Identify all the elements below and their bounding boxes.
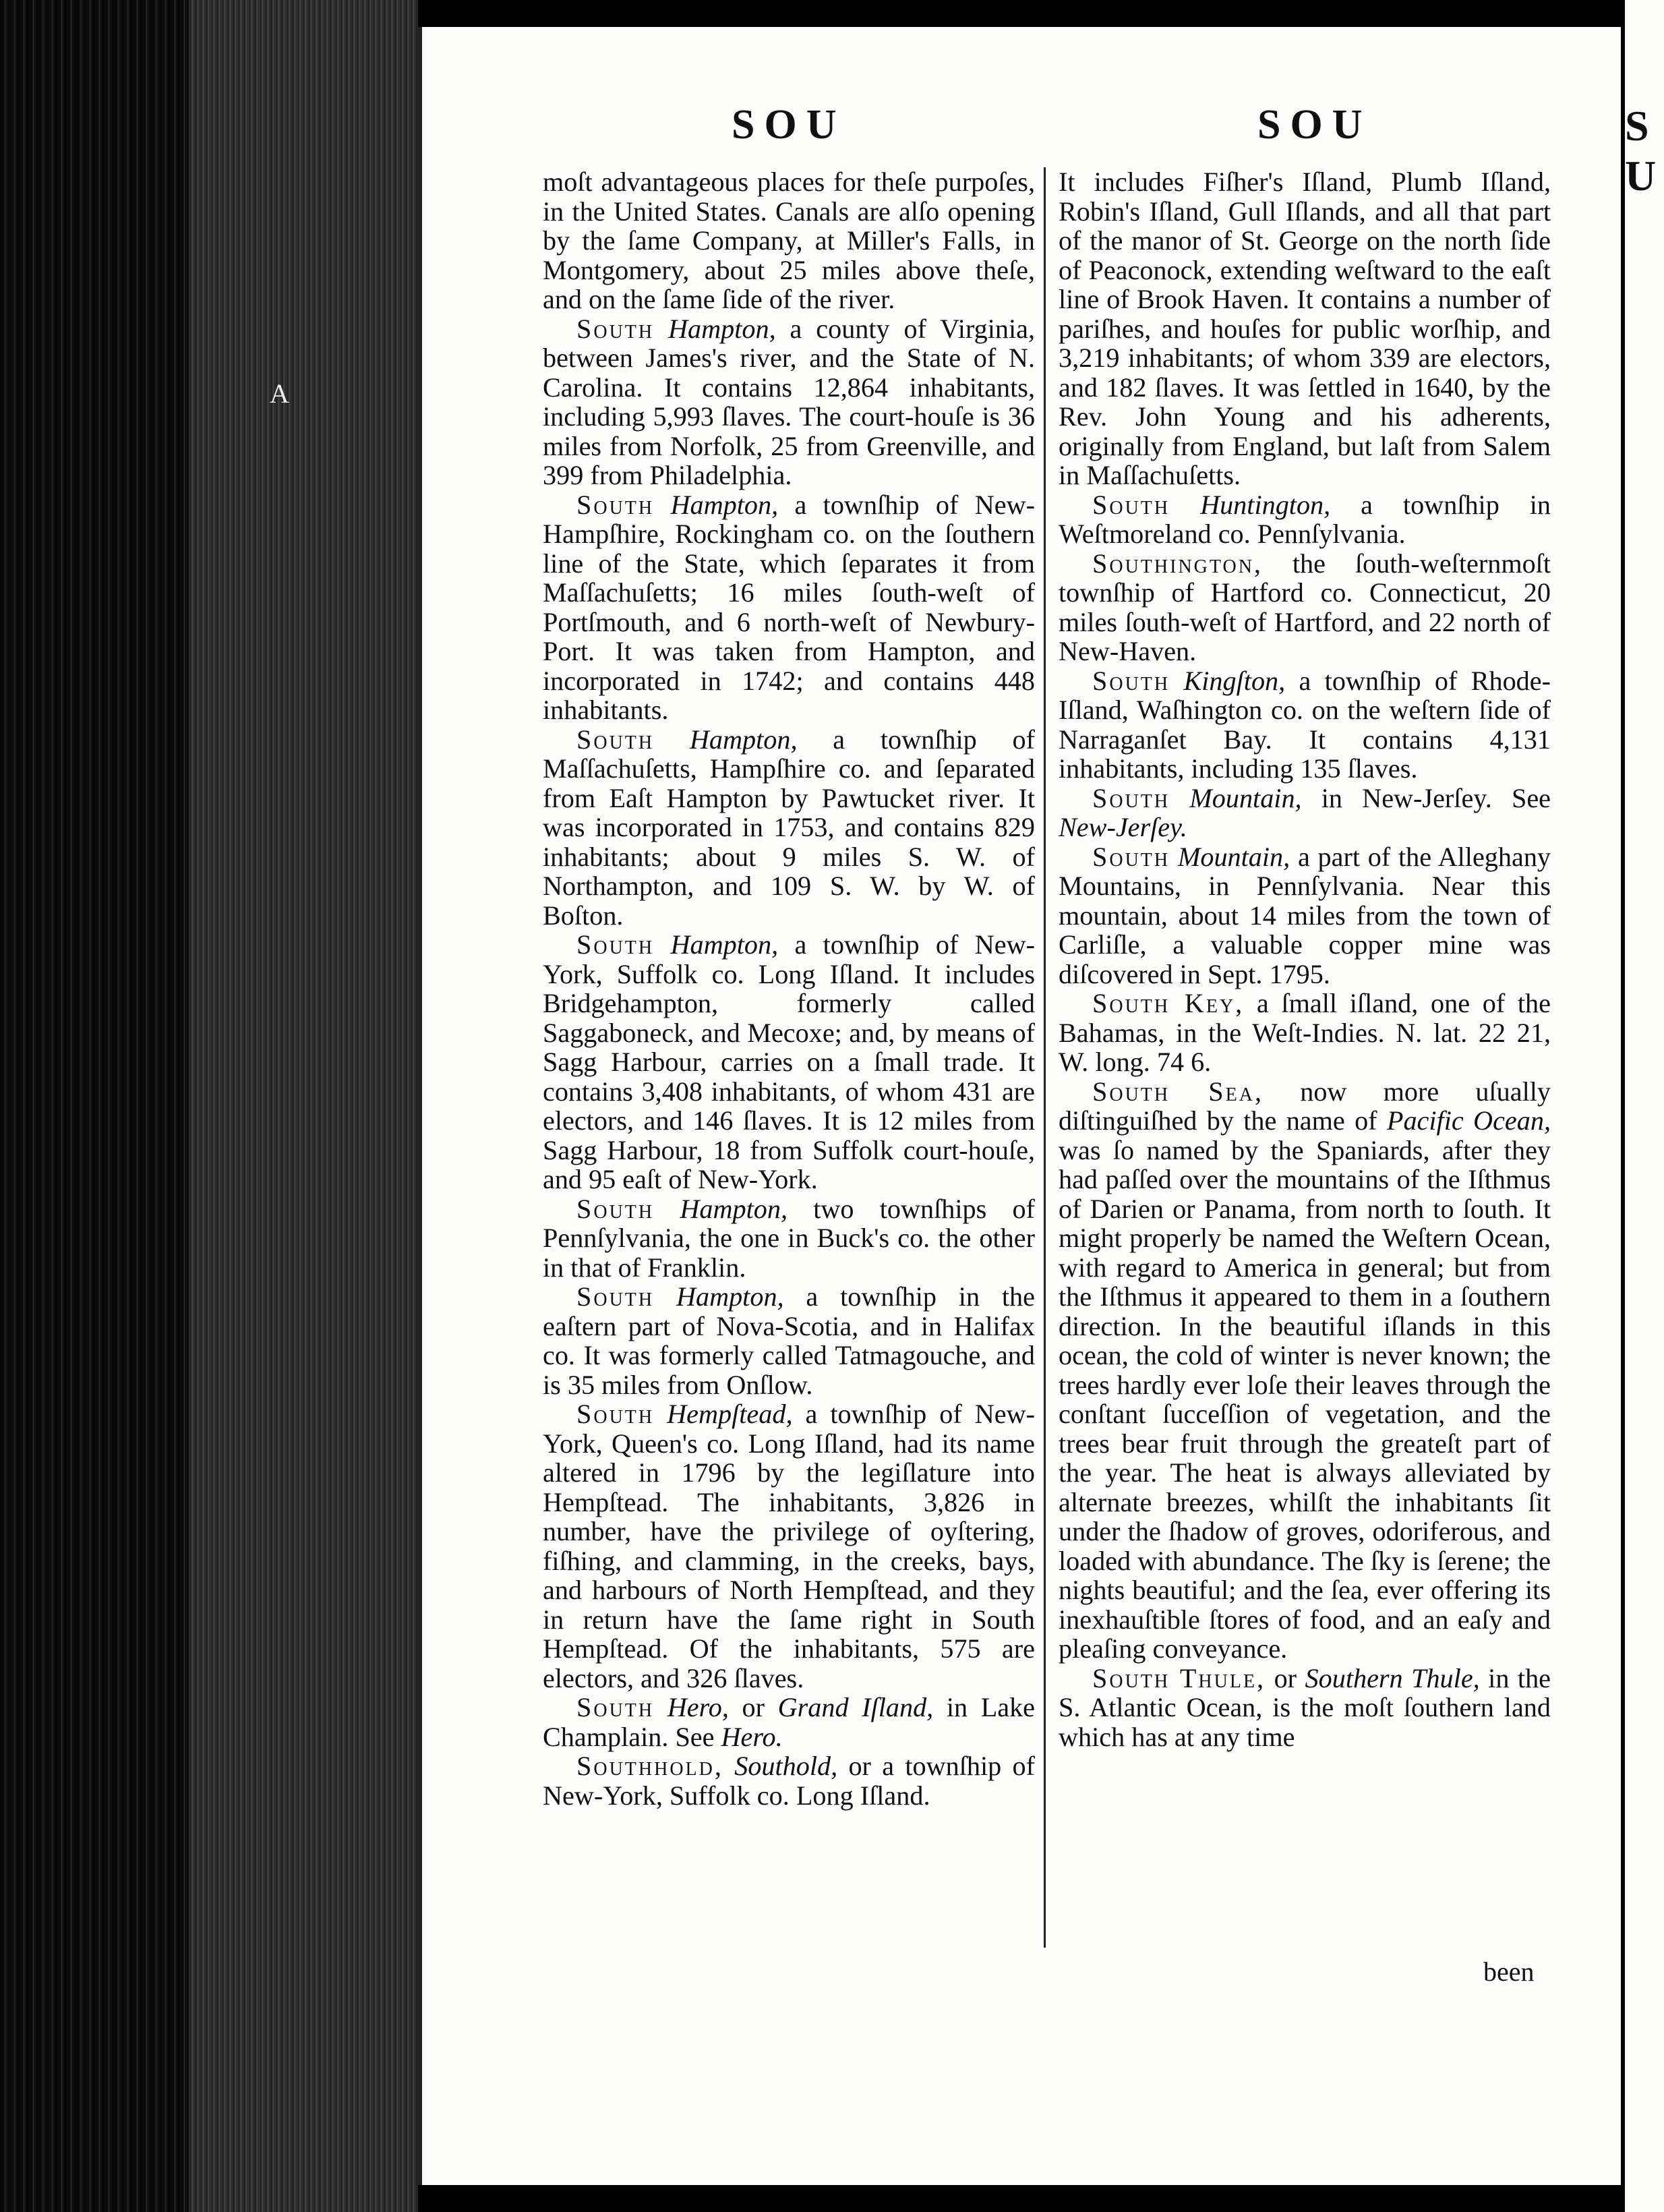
word-space [1170,842,1178,872]
gazetteer-entry [543,314,1035,490]
entry-heading: South [576,313,655,344]
entry-name: Southold, [734,1751,838,1781]
entry-heading: South [576,1193,655,1224]
entry-text: a townſhip in the eaſtern part of Nova-Scotia, and in Halifax co. It was formerly called Tatmagouche, and is 35 miles from Onſlow. [543,1281,1035,1400]
word-space [654,1281,676,1312]
gazetteer-entry [543,1399,1035,1693]
entry-text: in New-Jerſey. See [1301,782,1551,813]
entry-heading: South [1092,782,1170,813]
entry-heading: South [576,489,655,520]
entry-heading: South [576,724,655,755]
gazetteer-entry [543,1282,1035,1399]
entry-text: or [1266,1662,1305,1693]
entry-text: or [837,1751,883,1781]
entry-name: Mountain, [1189,782,1302,813]
entry-text: was ſo named by the Spaniards, after they had paſſed over the mountains of the Iſthmus of Darien or Panama, from north to ſouth. It might properly be named the Weſtern Ocean, with regard to America in general; but from the Iſthmus it appeared to them in a ſouthern direction. In the beautiful iſlands in this ocean, the cold of winter is never known; the trees hardly ever loſe their leaves through the conſtant ſucceſſion of vegetation, and the trees bear fruit through the greateſt part of the year. The heat is always alleviated by alternate breezes, whilſt the inhabitants ſit under the ſhadow of groves, odoriferous, and loaded with abundance. The ſky is ſerene; the nights beautiful; and the ſea, ever offering its inexhauſtible ſtores of food, and an eaſy and pleaſing conveyance. [1059,1134,1551,1664]
entry-text: a townſhip of Rhode-Iſland, Waſhington co. on the weſtern ſide of Narraganſet Bay. It contains 4,131 inhabitants, including 135 ſlaves. [1059,665,1551,784]
catchword: been [1483,1956,1535,1987]
entry-text: a townſhip of New-York, Suffolk co. Long Iſland. [543,1751,1035,1811]
entry-name: Hero, [667,1692,729,1722]
word-space [654,1692,667,1722]
gazetteer-entry [1059,1077,1551,1664]
entry-name: New-Jerſey. [1059,812,1187,842]
entry-text: a townſhip of New-Hampſhire, Rockingham co. on the ſouthern line of the State, which ſeparates it from Maſſachuſetts; 16 miles ſouth-weſt of Portſmouth, and 6 north-weſt of Newbury-Port. It was taken from Hampton, and incorporated in 1742; and contains 448 inhabitants. [543,489,1035,725]
gazetteer-entry [543,725,1035,931]
entry-heading: Southington, [1092,548,1263,579]
entry-heading: South [576,1399,655,1429]
entry-heading: Southhold, [576,1751,723,1781]
next-page-edge [1621,0,1664,2212]
word-space [654,1194,680,1224]
entry-name: Hampton, [689,724,798,755]
page-gutter [418,27,422,2185]
entry-name: Hampton, [680,1193,788,1224]
running-header-right: SOU [1257,102,1372,148]
entry-text: a townſhip in Weſtmoreland co. Pennſylvania. [1059,489,1551,549]
entry-heading: South [1092,489,1170,520]
word-space [723,1751,734,1781]
entry-name: Grand Iſland, [777,1692,934,1722]
gazetteer-entry [543,490,1035,725]
book-edge-shading [189,0,418,2212]
entry-text: moſt advantageous places for theſe purpoſes, in the United States. Canals are alſo opening by the ſame Company, at Miller's Falls, in Montgomery, about 25 miles above theſe, and on the ſame ſide of the river. [543,167,1035,314]
entry-text: in Lake Champlain. See [543,1692,1036,1752]
entry-name: Hampton, [670,929,779,960]
entry-name: Hampton, [676,1281,784,1312]
entry-text: a townſhip of New-York, Suffolk co. Long Iſland. It includes Bridgehampton, formerly called Saggaboneck, and Mecoxe; and, by means of Sagg Harbour, carries on a ſmall trade. It contains 3,408 inhabitants, of whom 431 are electors, and 146 ſlaves. It is 12 miles from Sagg Harbour, 18 from Suffolk court-houſe, and 95 eaſt of New-York. [543,929,1035,1194]
entry-name: Hampton, [670,489,779,520]
word-space [654,929,670,960]
entry-text: two townſhips of Pennſylvania, the one in Buck's co. the other in that of Franklin. [543,1193,1035,1283]
entry-heading: South [1092,841,1170,872]
entry-heading: South [576,1692,655,1722]
entry-text: in the S. Atlantic Ocean, is the moſt ſouthern land which has at any time [1059,1662,1551,1752]
gazetteer-entry [1059,1664,1551,1752]
word-space [654,314,668,344]
word-space [654,490,670,520]
entry-name: Pacific Ocean, [1386,1105,1551,1136]
entry-heading: South [576,1281,655,1312]
gazetteer-entry [543,1693,1035,1751]
entry-name: Hempſtead, [667,1399,793,1429]
gazetteer-entry [543,1751,1035,1810]
entry-heading: South [576,929,655,960]
word-space [1170,783,1189,813]
left-text-column [543,167,1035,1810]
gazetteer-entry [1059,842,1551,989]
edge-glyph: A [270,378,289,409]
entry-heading: South Key, [1092,988,1245,1018]
entry-heading: South Thule, [1092,1662,1266,1693]
entry-name: Hero. [721,1721,783,1752]
gazetteer-entry [543,930,1035,1194]
entry-text: or [728,1692,778,1722]
word-space [654,724,690,755]
entry-heading: South Sea, [1092,1076,1264,1107]
entry-text: a ſmall iſland, one of the Bahamas, in the Weſt-Indies. N. lat. 22 21, W. long. 74 6. [1059,988,1551,1077]
column-divider [1044,167,1046,1948]
entry-text: a townſhip of New-York, Queen's co. Long Iſland, had its name altered in 1796 by the legiſlature into Hempſtead. The inhabitants, 3,826 in number, have the privilege of oyſtering, fiſhing, and clamming, in the creeks, bays, and harbours of North Hempſtead, and they in return have the ſame right in South Hempſtead. Of the inhabitants, 575 are electors, and 326 ſlaves. [543,1399,1035,1693]
entry-name: Kingſton, [1183,665,1286,696]
gazetteer-entry [1059,989,1551,1077]
entry-text: a part of the Alleghany Mountains, in Pennſylvania. Near this mountain, about 14 miles from the town of Carliſle, a valuable copper mine was diſcovered in Sept. 1795. [1059,841,1551,989]
entry-text: the ſouth-weſternmoſt townſhip of Hartford co. Connecticut, 20 miles ſouth-weſt of Hartford, and 22 north of New-Haven. [1059,548,1551,666]
entry-text: a townſhip of Maſſachuſetts, Hampſhire co. and ſeparated from Eaſt Hampton by Pawtucket river. It was incorporated in 1753, and contains 829 inhabitants; about 9 miles S. W. of Northampton, and 109 S. W. by W. of Boſton. [543,724,1035,931]
gazetteer-entry [1059,167,1551,490]
running-header-left: SOU [732,102,846,148]
word-space [1170,666,1183,696]
gazetteer-entry [543,1194,1035,1283]
gazetteer-entry [1059,490,1551,549]
entry-text: It includes Fiſher's Iſland, Plumb Iſland, Robin's Iſland, Gull Iſlands, and all that part of the manor of St. George on the north ſide of Peaconock, extending weſtward to the eaſt line of Brook Haven. It contains a number of pariſhes, and houſes for public worſhip, and 3,219 inhabitants; of whom 339 are electors, and 182 ſlaves. It was ſettled in 1640, by the Rev. John Young and his adherents, originally from England, but laſt from Salem in Maſſachuſetts. [1059,167,1551,490]
word-space [1170,490,1200,520]
word-space [654,1399,667,1429]
gazetteer-entry [1059,666,1551,784]
gazetteer-entry [1059,549,1551,666]
entry-text: now more uſually diſtinguiſhed by the name of [1059,1076,1551,1136]
entry-name: Mountain, [1177,841,1290,872]
entry-heading: South [1092,665,1170,696]
right-text-column [1059,167,1551,1751]
gazetteer-entry [1059,784,1551,842]
entry-name: Southern Thule, [1305,1662,1480,1693]
entry-name: Huntington, [1200,489,1331,520]
entry-name: Hampton, [668,313,776,344]
entry-text: a county of Virginia, between James's river, and the State of N. Carolina. It contains 12,864 inhabitants, including 5,993 ſlaves. The court-houſe is 36 miles from Norfolk, 25 from Greenville, and 399 from Philadelphia. [543,313,1036,490]
gazetteer-entry [543,167,1035,314]
next-page-header: S U [1625,102,1657,200]
